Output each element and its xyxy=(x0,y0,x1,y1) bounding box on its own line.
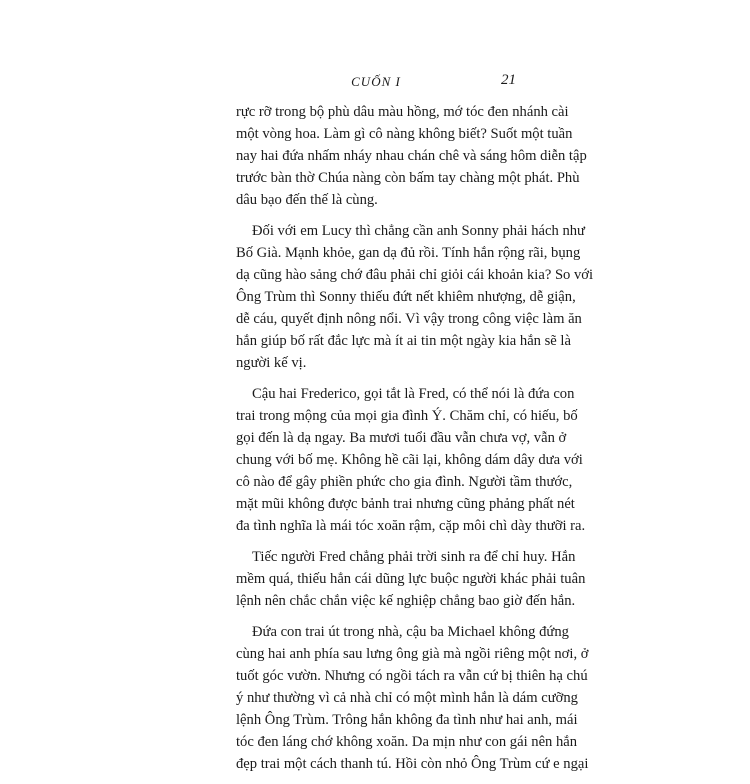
text-line: Tiếc người Fred chẳng phải trời sinh ra để chỉ huy. Hắn xyxy=(252,549,576,565)
text-line: trước bàn thờ Chúa nàng còn bấm tay chàng một phát. Phù xyxy=(236,170,580,186)
chapter-title: CUỐN I xyxy=(351,74,401,89)
paragraph xyxy=(236,220,594,374)
text-line: cô nào để gây phiền phức cho gia đình. Người tầm thước, xyxy=(236,474,573,490)
text-line: đẹp trai một cách thanh tú. Hồi còn nhỏ Ông Trùm cứ e ngại xyxy=(236,756,589,772)
text-line: lệnh Ông Trùm. Trông hắn không đa tình như hai anh, mái xyxy=(236,712,578,728)
text-line: Ông Trùm thì Sonny thiếu đứt nết khiêm nhượng, dễ giận, xyxy=(236,289,576,305)
text-line: người kế vị. xyxy=(236,355,307,371)
paragraph xyxy=(236,383,586,537)
text-line: Đứa con trai út trong nhà, cậu ba Michael không đứng xyxy=(252,624,569,640)
text-line: đa tình nghĩa là mái tóc xoăn rậm, cặp môi chì dày thưỡi ra. xyxy=(236,518,586,534)
text-line: Bố Già. Mạnh khỏe, gan dạ đủ rồi. Tính hắn rộng rãi, bụng xyxy=(236,245,581,261)
text-line: một vòng hoa. Làm gì cô nàng không biết? Suốt một tuần xyxy=(236,126,573,142)
text-line: mềm quá, thiếu hẳn cái dũng lực buộc người khác phải tuân xyxy=(236,571,586,587)
text-line: dạ cũng hào sảng chớ đâu phải chỉ giỏi cái khoản kia? So với xyxy=(236,267,594,283)
text-line: gọi đến là dạ ngay. Ba mươi tuổi đầu vẫn chưa vợ, vẫn ở xyxy=(236,430,567,446)
text-line: tuốt góc vườn. Nhưng có ngồi tách ra vẫn cứ bị thiên hạ chú xyxy=(236,668,588,684)
running-head xyxy=(236,72,516,94)
page-number: 21 xyxy=(501,72,516,88)
text-line: ý như thường vì cả nhà chỉ có một mình hắn là dám cưỡng xyxy=(236,690,578,706)
text-line: Đối với em Lucy thì chẳng cần anh Sonny phải hách như xyxy=(252,223,585,239)
text-line: chung với bố mẹ. Không hề cãi lại, không dám dây dưa với xyxy=(236,452,583,468)
text-line: mặt mũi không được bảnh trai nhưng cũng phảng phất nét xyxy=(236,496,575,512)
text-line: tóc đen láng chớ không xoăn. Da mịn như con gái nên hắn xyxy=(236,734,578,750)
text-line: dâu bạo đến thế là cùng. xyxy=(236,192,378,208)
paragraph xyxy=(236,546,586,612)
text-line: lệnh nên chắc chắn việc kế nghiệp chẳng bao giờ đến hắn. xyxy=(236,593,576,609)
text-line: dễ cáu, quyết định nông nổi. Vì vậy trong công việc làm ăn xyxy=(236,311,582,327)
text-line: nay hai đứa nhấm nháy nhau chán chê và sáng hôm diễn tập xyxy=(236,148,587,164)
body-text xyxy=(236,101,594,784)
text-line: trai trong mộng của mọi gia đình Ý. Chăm chỉ, có hiếu, bố xyxy=(236,408,578,424)
text-line: hắn giúp bố rất đắc lực mà ít ai tin một ngày kia hắn sẽ là xyxy=(236,333,571,349)
paragraph xyxy=(236,101,587,211)
text-line: rực rỡ trong bộ phù dâu màu hồng, mớ tóc đen nhánh cài xyxy=(236,104,569,120)
text-line: cùng hai anh phía sau lưng ông già mà ngồi riêng một nơi, ở xyxy=(236,646,589,662)
text-line: Cậu hai Frederico, gọi tắt là Fred, có thể nói là đứa con xyxy=(252,386,575,402)
paragraph xyxy=(236,621,589,775)
